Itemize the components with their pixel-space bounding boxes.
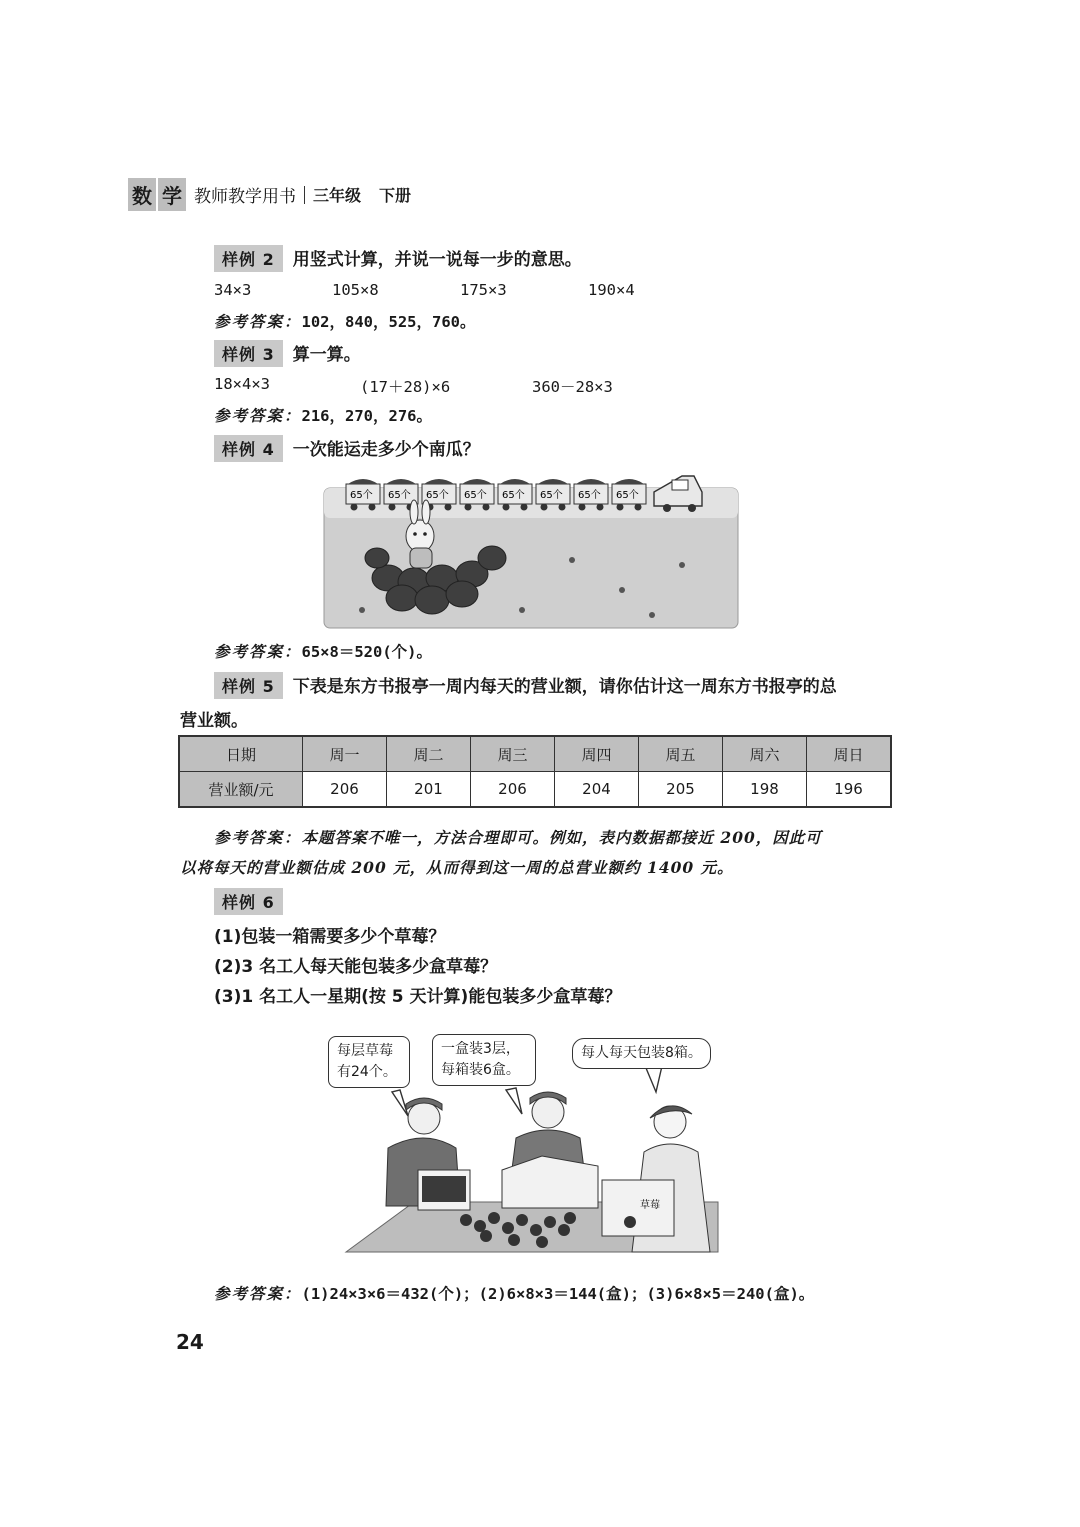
page-number: 24 — [176, 1330, 204, 1354]
table-row-dates — [179, 736, 891, 772]
answer-label: 参考答案： — [214, 642, 302, 661]
example-6-heading — [214, 888, 293, 915]
answer-label: 参考答案： — [214, 312, 302, 331]
revenue-cell: 206 — [303, 772, 387, 808]
example-question: 用竖式计算，并说一说每一步的意思。 — [292, 250, 582, 270]
example-4-heading — [214, 435, 480, 462]
answer-label: 参考答案： — [214, 1284, 302, 1303]
answer-text: (1)24×3×6＝432(个)；(2)6×8×3＝144(盒)；(3)6×8×5＝240(盒)。 — [301, 1285, 815, 1303]
revenue-cell: 206 — [471, 772, 555, 808]
wagon-label: 65个 — [388, 490, 411, 501]
revenue-cell: 205 — [639, 772, 723, 808]
wagon-label: 65个 — [350, 490, 373, 501]
pumpkin-truck-illustration — [322, 470, 740, 630]
example-6-answer — [214, 1282, 814, 1304]
wagon-label: 65个 — [464, 490, 487, 501]
example-3-heading — [214, 340, 361, 367]
row-header-date: 日期 — [179, 736, 303, 772]
speech-bubble-3 — [572, 1038, 711, 1069]
example-5-answer-line-1 — [214, 826, 822, 848]
example-tag: 样例 5 — [214, 672, 283, 699]
calc-item: 175×3 — [460, 281, 507, 299]
wagon-label: 65个 — [578, 490, 601, 501]
calc-item: (17＋28)×6 — [360, 378, 451, 396]
grade-label: 三年级 — [313, 186, 362, 205]
header-divider — [304, 186, 305, 204]
example-2-heading — [214, 245, 582, 272]
wagon-label: 65个 — [616, 490, 639, 501]
example-tag: 样例 2 — [214, 245, 283, 272]
answer-text: 以将每天的营业额估成 200 元，从而得到这一周的总营业额约 1400 元。 — [180, 858, 734, 877]
example-6-question-1: (1)包装一箱需要多少个草莓？ — [214, 927, 446, 947]
answer-text: 216，270，276。 — [301, 407, 433, 425]
example-tag: 样例 4 — [214, 435, 283, 462]
volume-label: 下册 — [379, 186, 412, 205]
revenue-cell: 204 — [555, 772, 639, 808]
revenue-cell: 201 — [387, 772, 471, 808]
day-cell: 周日 — [807, 736, 892, 772]
example-question-line-1: 下表是东方书报亭一周内每天的营业额，请你估计这一周东方书报亭的总 — [292, 677, 837, 697]
revenue-cell: 196 — [807, 772, 892, 808]
subject-char-1: 数 — [128, 178, 156, 211]
day-cell: 周三 — [471, 736, 555, 772]
bubble-text: 每人每天包装8箱。 — [581, 1045, 702, 1061]
answer-text: 65×8＝520(个)。 — [301, 643, 433, 661]
book-title: 教师教学用书 — [194, 187, 296, 207]
crate-label: 草莓 — [640, 1200, 660, 1211]
example-5-answer-line-2 — [180, 856, 734, 878]
day-cell: 周四 — [555, 736, 639, 772]
wagon-label: 65个 — [540, 490, 563, 501]
row-header-revenue: 营业额/元 — [179, 772, 303, 808]
sales-table — [178, 735, 892, 808]
example-6-question-2: (2)3 名工人每天能包装多少盒草莓？ — [214, 957, 498, 977]
speech-bubble-1 — [328, 1036, 410, 1088]
strawberry-box — [418, 1170, 470, 1210]
answer-text: 本题答案不唯一，方法合理即可。例如，表内数据都接近 200，因此可 — [301, 828, 822, 847]
wagon-label: 65个 — [502, 490, 525, 501]
example-question: 一次能运走多少个南瓜？ — [292, 440, 480, 460]
bubble-text: 每层草莓 — [337, 1043, 393, 1059]
speech-bubble-2 — [432, 1034, 536, 1086]
strawberry-packing-illustration — [326, 1030, 738, 1260]
answer-text: 102，840，525，760。 — [301, 313, 476, 331]
day-cell: 周五 — [639, 736, 723, 772]
calc-item: 360－28×3 — [532, 378, 613, 396]
answer-label: 参考答案： — [214, 406, 302, 425]
subject-char-2: 学 — [158, 178, 186, 211]
answer-label: 参考答案： — [214, 828, 302, 847]
bubble-text: 每箱装6盒。 — [441, 1062, 520, 1078]
calc-item: 105×8 — [332, 281, 379, 299]
example-question: 算一算。 — [292, 345, 361, 365]
pumpkin-field-image — [322, 470, 740, 630]
bubble-text: 一盒装3层， — [441, 1041, 520, 1057]
day-cell: 周一 — [303, 736, 387, 772]
calc-item: 34×3 — [214, 281, 252, 299]
bubble-text: 有24个。 — [337, 1064, 397, 1080]
truck-cab-icon — [654, 476, 702, 512]
calc-item: 18×4×3 — [214, 375, 270, 393]
example-5-question-line-2: 营业额。 — [180, 711, 248, 731]
day-cell: 周六 — [723, 736, 807, 772]
packed-crate — [602, 1180, 674, 1236]
example-6-question-3: (3)1 名工人一星期(按 5 天计算)能包装多少盒草莓？ — [214, 987, 622, 1007]
day-cell: 周二 — [387, 736, 471, 772]
example-2-answer — [214, 310, 476, 332]
calc-item: 190×4 — [588, 281, 635, 299]
example-tag: 样例 6 — [214, 888, 283, 915]
running-header — [128, 178, 411, 211]
table-row-revenue — [179, 772, 891, 808]
example-4-answer — [214, 640, 432, 662]
wagon-label: 65个 — [426, 490, 449, 501]
sales-table-wrapper — [178, 735, 892, 808]
example-tag: 样例 3 — [214, 340, 283, 367]
example-3-answer — [214, 404, 432, 426]
example-5-heading — [214, 672, 837, 699]
revenue-cell: 198 — [723, 772, 807, 808]
